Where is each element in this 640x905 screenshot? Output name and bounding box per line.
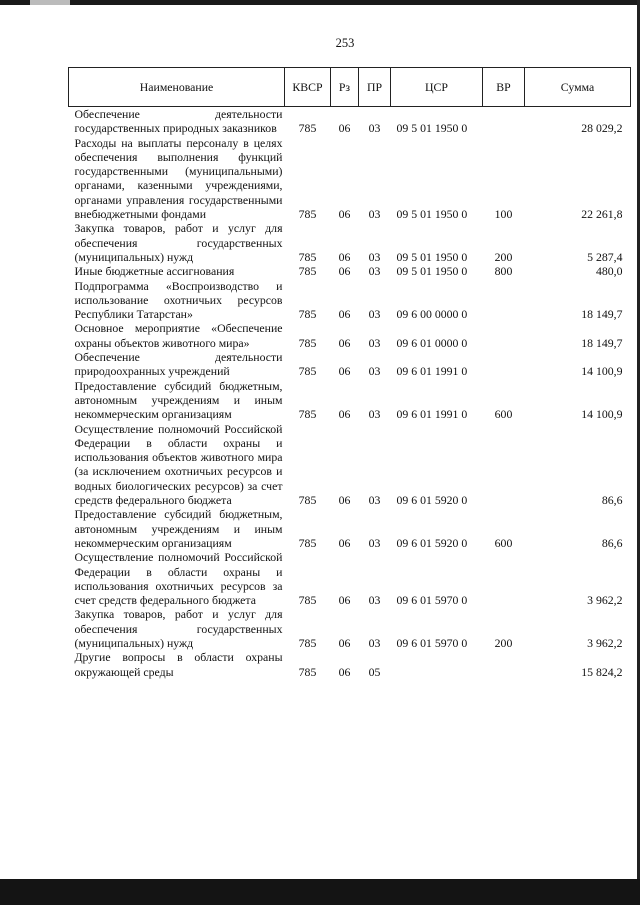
cell-csr: 09 6 00 0000 0 (396, 307, 468, 322)
cell-vr (483, 107, 525, 136)
table-header-row (69, 68, 631, 107)
cell-name: Закупка товаров, работ и услуг для обеспечения государственных (муниципальных) нужд (74, 221, 283, 264)
cell-vr (483, 279, 525, 322)
cell-csr: 09 5 01 1950 0 (396, 207, 468, 222)
cell-vr: 800 (494, 264, 513, 279)
cell-kvsr: 785 (298, 364, 317, 379)
cell-sum: 14 100,9 (581, 364, 623, 379)
cell-name: Иные бюджетные ассигнования (74, 264, 235, 279)
cell-rz: 06 (338, 207, 351, 222)
header-name: Наименование (69, 68, 285, 107)
cell-vr (483, 321, 525, 350)
cell-kvsr: 785 (298, 307, 317, 322)
cell-rz: 06 (338, 407, 351, 422)
cell-rz: 06 (338, 307, 351, 322)
cell-sum: 18 149,7 (581, 307, 623, 322)
table-row (69, 422, 631, 508)
scan-notch (30, 0, 70, 5)
cell-kvsr: 785 (298, 493, 317, 508)
cell-csr: 09 5 01 1950 0 (396, 121, 468, 136)
cell-vr: 200 (494, 249, 513, 264)
cell-vr: 600 (494, 407, 513, 422)
cell-rz: 06 (338, 335, 351, 350)
cell-pr: 03 (368, 335, 381, 350)
cell-pr: 03 (368, 307, 381, 322)
table-row (69, 279, 631, 322)
cell-name: Предоставление субсидий бюджетным, автономным учреждениям и иным некоммерческим организациям (74, 507, 283, 550)
cell-csr: 09 6 01 0000 0 (396, 335, 468, 350)
cell-vr: 100 (494, 207, 513, 222)
page-number: 253 (335, 36, 355, 50)
cell-pr: 03 (368, 207, 381, 222)
cell-kvsr: 785 (298, 664, 317, 679)
cell-kvsr: 785 (298, 264, 317, 279)
cell-vr: 600 (494, 535, 513, 550)
cell-csr: 09 5 01 1950 0 (396, 249, 468, 264)
scan-bottom-edge (0, 879, 640, 905)
cell-name: Предоставление субсидий бюджетным, автономным учреждениям и иным некоммерческим организациям (74, 378, 283, 422)
cell-pr: 05 (368, 664, 381, 679)
cell-vr (483, 422, 525, 508)
cell-sum: 3 962,2 (587, 593, 623, 608)
budget-table (68, 67, 631, 679)
table-row (69, 650, 631, 679)
table-row (69, 550, 631, 607)
cell-pr: 03 (368, 593, 381, 608)
cell-csr (391, 650, 483, 679)
table-row (69, 107, 631, 136)
cell-kvsr: 785 (298, 335, 317, 350)
cell-sum: 86,6 (601, 493, 623, 508)
cell-pr: 03 (368, 407, 381, 422)
table-row (69, 321, 631, 350)
cell-name: Обеспечение деятельности природоохранных учреждений (74, 350, 283, 379)
cell-csr: 09 6 01 5970 0 (396, 593, 468, 608)
cell-kvsr: 785 (298, 593, 317, 608)
cell-sum: 480,0 (595, 264, 623, 279)
cell-csr: 09 6 01 5970 0 (396, 635, 468, 650)
cell-kvsr: 785 (298, 121, 317, 136)
cell-rz: 06 (338, 635, 351, 650)
table-row (69, 221, 631, 264)
cell-rz: 06 (338, 264, 351, 279)
cell-csr: 09 6 01 5920 0 (396, 493, 468, 508)
cell-pr: 03 (368, 635, 381, 650)
cell-csr: 09 6 01 5920 0 (396, 535, 468, 550)
cell-rz: 06 (338, 364, 351, 379)
cell-kvsr: 785 (298, 207, 317, 222)
cell-pr: 03 (368, 249, 381, 264)
cell-name: Расходы на выплаты персоналу в целях обеспечения выполнения функций государственными (муниципальными) органами, казенными учреждениями, органами управления государственными внебюджетными фондами (74, 135, 283, 222)
cell-name: Обеспечение деятельности государственных природных заказников (74, 107, 283, 136)
cell-sum: 18 149,7 (581, 335, 623, 350)
cell-pr: 03 (368, 264, 381, 279)
table-row (69, 379, 631, 422)
cell-rz: 06 (338, 593, 351, 608)
table-row (69, 350, 631, 379)
cell-kvsr: 785 (298, 635, 317, 650)
cell-csr: 09 6 01 1991 0 (396, 364, 468, 379)
cell-name: Основное мероприятие «Обеспечение охраны объектов животного мира» (74, 321, 283, 350)
cell-csr: 09 6 01 1991 0 (396, 407, 468, 422)
cell-sum: 28 029,2 (581, 121, 623, 136)
header-kvsr: КВСР (285, 68, 331, 107)
cell-kvsr: 785 (298, 535, 317, 550)
cell-pr: 03 (368, 493, 381, 508)
cell-sum: 3 962,2 (587, 635, 623, 650)
cell-sum: 14 100,9 (581, 407, 623, 422)
cell-sum: 22 261,8 (581, 207, 623, 222)
header-rz: Рз (331, 68, 359, 107)
cell-rz: 06 (338, 249, 351, 264)
cell-name: Осуществление полномочий Российской Федерации в области охраны и использования объектов животного мира (за исключением охотничьих ресурсов и водных биологических ресурсов) за счет средств федерального бюджета (74, 421, 283, 508)
cell-name: Осуществление полномочий Российской Федерации в области охраны и использования охотничьих ресурсов за счет средств федерального бюджета (74, 550, 283, 608)
table-row (69, 264, 631, 278)
cell-vr (483, 650, 525, 679)
cell-csr: 09 5 01 1950 0 (396, 264, 468, 279)
cell-sum: 5 287,4 (587, 249, 623, 264)
cell-rz: 06 (338, 121, 351, 136)
table-body (69, 107, 631, 679)
cell-kvsr: 785 (298, 407, 317, 422)
cell-pr: 03 (368, 535, 381, 550)
cell-rz: 06 (338, 493, 351, 508)
cell-rz: 06 (338, 535, 351, 550)
header-pr: ПР (359, 68, 391, 107)
cell-sum: 86,6 (601, 535, 623, 550)
cell-vr: 200 (494, 635, 513, 650)
header-sum: Сумма (525, 68, 631, 107)
cell-name: Закупка товаров, работ и услуг для обеспечения государственных (муниципальных) нужд (74, 607, 283, 650)
cell-vr (483, 350, 525, 379)
table-row (69, 507, 631, 550)
table-row (69, 607, 631, 650)
scan-top-edge (0, 0, 640, 5)
cell-pr: 03 (368, 364, 381, 379)
cell-vr (483, 550, 525, 607)
cell-sum: 15 824,2 (581, 664, 623, 679)
cell-name: Подпрограмма «Воспроизводство и использование охотничьих ресурсов Республики Татарстан» (74, 278, 283, 322)
table-row (69, 136, 631, 222)
cell-pr: 03 (368, 121, 381, 136)
header-vr: ВР (483, 68, 525, 107)
header-csr: ЦСР (391, 68, 483, 107)
cell-rz: 06 (338, 664, 351, 679)
cell-name: Другие вопросы в области охраны окружающей среды (74, 650, 283, 679)
cell-kvsr: 785 (298, 249, 317, 264)
